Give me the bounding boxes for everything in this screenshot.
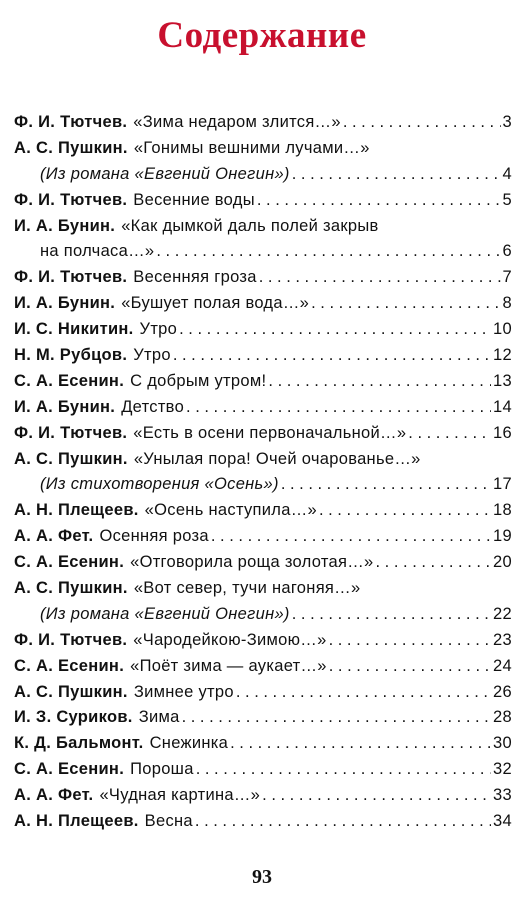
toc-work-title: «Есть в осени первоначальной…» xyxy=(133,423,407,442)
toc-entry-line xyxy=(14,395,512,421)
page-number: 93 xyxy=(252,866,272,888)
toc-page-number: 7 xyxy=(502,268,512,287)
toc-author: А. Н. Плещеев. xyxy=(14,812,139,831)
toc-source-note: (Из стихотворения «Осень») xyxy=(40,475,279,494)
dot-leader xyxy=(343,110,501,136)
toc-page-number: 17 xyxy=(493,475,512,494)
toc-author: А. С. Пушкин. xyxy=(14,449,128,468)
toc-author: И. А. Бунин. xyxy=(14,397,116,416)
toc-page-number: 12 xyxy=(493,346,512,365)
toc-entry-line xyxy=(14,498,512,524)
dot-leader xyxy=(292,602,491,628)
toc-page-number: 18 xyxy=(493,501,512,520)
toc-author: А. С. Пушкин. xyxy=(14,579,128,598)
toc-entry-line xyxy=(14,317,512,343)
toc-author: Ф. И. Тютчев. xyxy=(14,423,128,442)
toc-author: С. А. Есенин. xyxy=(14,553,125,572)
dot-leader xyxy=(230,731,491,757)
toc-page-number: 33 xyxy=(493,786,512,805)
toc-entry-line xyxy=(14,369,512,395)
toc-page-number: 23 xyxy=(493,630,512,649)
toc-entry-line xyxy=(14,214,512,240)
dot-leader xyxy=(257,188,501,214)
toc-work-title: «Вот север, тучи нагоняя…» xyxy=(133,579,361,598)
dot-leader xyxy=(329,628,491,654)
toc-entry-line xyxy=(14,705,512,731)
toc-page-number: 13 xyxy=(493,371,512,390)
toc-author: С. А. Есенин. xyxy=(14,371,125,390)
toc-work-title: Снежинка xyxy=(149,734,229,753)
table-of-contents xyxy=(14,110,512,835)
toc-page-number: 16 xyxy=(493,423,512,442)
toc-entry-continuation xyxy=(14,472,512,498)
toc-page-number: 14 xyxy=(493,397,512,416)
toc-entry-line xyxy=(14,654,512,680)
dot-leader xyxy=(196,757,491,783)
dot-leader xyxy=(156,239,500,265)
dot-leader xyxy=(186,395,491,421)
dot-leader xyxy=(319,498,491,524)
toc-entry-line xyxy=(14,421,512,447)
toc-author: Ф. И. Тютчев. xyxy=(14,630,128,649)
dot-leader xyxy=(408,421,491,447)
toc-page-number: 22 xyxy=(493,604,512,623)
toc-author: К. Д. Бальмонт. xyxy=(14,734,144,753)
toc-entry-continuation xyxy=(14,162,512,188)
toc-entry-line xyxy=(14,265,512,291)
page-title: Содержание xyxy=(157,15,367,56)
toc-page-number: 10 xyxy=(493,320,512,339)
toc-entry-line xyxy=(14,731,512,757)
toc-entry-line xyxy=(14,110,512,136)
toc-page-number: 4 xyxy=(502,164,512,183)
dot-leader xyxy=(211,524,491,550)
dot-leader xyxy=(311,291,500,317)
toc-page-number: 32 xyxy=(493,760,512,779)
toc-entry-line xyxy=(14,291,512,317)
toc-work-title: «Отговорила роща золотая…» xyxy=(130,553,374,572)
toc-page-number: 30 xyxy=(493,734,512,753)
toc-source-note: (Из романа «Евгений Онегин») xyxy=(40,604,290,623)
toc-entry-line xyxy=(14,447,512,473)
toc-author: И. З. Суриков. xyxy=(14,708,133,727)
toc-entry-continuation xyxy=(14,239,512,265)
toc-work-title: «Как дымкой даль полей закрыв xyxy=(121,216,379,235)
dot-leader xyxy=(292,162,501,188)
toc-page-number: 3 xyxy=(502,113,512,131)
toc-author: А. С. Пушкин. xyxy=(14,682,128,701)
toc-page-number: 5 xyxy=(502,190,512,209)
toc-entry-line xyxy=(14,809,512,835)
toc-author: Ф. И. Тютчев. xyxy=(14,268,128,287)
toc-work-title: Утро xyxy=(133,346,171,365)
toc-work-title: «Осень наступила…» xyxy=(144,501,317,520)
toc-author: С. А. Есенин. xyxy=(14,656,125,675)
toc-page-number: 28 xyxy=(493,708,512,727)
toc-entry-line xyxy=(14,757,512,783)
toc-entry-line xyxy=(14,343,512,369)
toc-work-title: «Гонимы вешними лучами…» xyxy=(133,138,370,157)
dot-leader xyxy=(281,472,491,498)
toc-author: С. А. Есенин. xyxy=(14,760,125,779)
dot-leader xyxy=(268,369,491,395)
toc-work-title: «Чудная картина…» xyxy=(99,786,261,805)
toc-work-title: Весенние воды xyxy=(133,190,255,209)
dot-leader xyxy=(262,783,491,809)
toc-author: И. А. Бунин. xyxy=(14,294,116,313)
toc-work-title: Зимнее утро xyxy=(133,682,234,701)
toc-work-title: «Унылая пора! Очей очарованье…» xyxy=(133,449,421,468)
toc-page-number: 19 xyxy=(493,527,512,546)
toc-work-title: Осенняя роза xyxy=(99,527,209,546)
toc-author: А. Н. Плещеев. xyxy=(14,501,139,520)
toc-work-title: «Зима недаром злится…» xyxy=(133,113,341,131)
toc-entry-line xyxy=(14,783,512,809)
toc-work-title: Пороша xyxy=(130,760,194,779)
dot-leader xyxy=(195,809,491,835)
toc-source-note: (Из романа «Евгений Онегин») xyxy=(40,164,290,183)
toc-work-title: «Чародейкою-Зимою…» xyxy=(133,630,327,649)
toc-entry-line xyxy=(14,524,512,550)
dot-leader xyxy=(329,654,491,680)
toc-page-number: 34 xyxy=(493,812,512,831)
toc-author: А. С. Пушкин. xyxy=(14,138,128,157)
dot-leader xyxy=(179,317,491,343)
toc-page-number: 6 xyxy=(502,242,512,261)
toc-entry-line xyxy=(14,188,512,214)
dot-leader xyxy=(376,550,492,576)
dot-leader xyxy=(182,705,491,731)
dot-leader xyxy=(173,343,491,369)
toc-entry-line xyxy=(14,576,512,602)
toc-author: Ф. И. Тютчев. xyxy=(14,113,128,131)
toc-work-title: Весенняя гроза xyxy=(133,268,257,287)
toc-work-title: Детство xyxy=(121,397,185,416)
toc-work-title: С добрым утром! xyxy=(130,371,267,390)
toc-work-title: «Бушует полая вода…» xyxy=(121,294,310,313)
toc-entry-line xyxy=(14,550,512,576)
toc-author: И. А. Бунин. xyxy=(14,216,116,235)
toc-page-number: 20 xyxy=(493,553,512,572)
toc-entry-line xyxy=(14,680,512,706)
toc-work-title: Весна xyxy=(144,812,193,831)
toc-work-title: «Поёт зима — аукает…» xyxy=(130,656,327,675)
toc-page-number: 26 xyxy=(493,682,512,701)
toc-author: А. А. Фет. xyxy=(14,786,94,805)
toc-entry-line xyxy=(14,136,512,162)
toc-entry-line xyxy=(14,628,512,654)
toc-work-title: Зима xyxy=(138,708,180,727)
toc-author: А. А. Фет. xyxy=(14,527,94,546)
dot-leader xyxy=(259,265,501,291)
toc-page-number: 24 xyxy=(493,656,512,675)
dot-leader xyxy=(236,680,491,706)
toc-author: И. С. Никитин. xyxy=(14,320,134,339)
toc-work-title: Утро xyxy=(139,320,178,339)
toc-entry-continuation xyxy=(14,602,512,628)
toc-author: Н. М. Рубцов. xyxy=(14,346,128,365)
toc-author: Ф. И. Тютчев. xyxy=(14,190,128,209)
toc-page-number: 8 xyxy=(502,294,512,313)
toc-work-title-continued: на полчаса…» xyxy=(40,242,155,261)
